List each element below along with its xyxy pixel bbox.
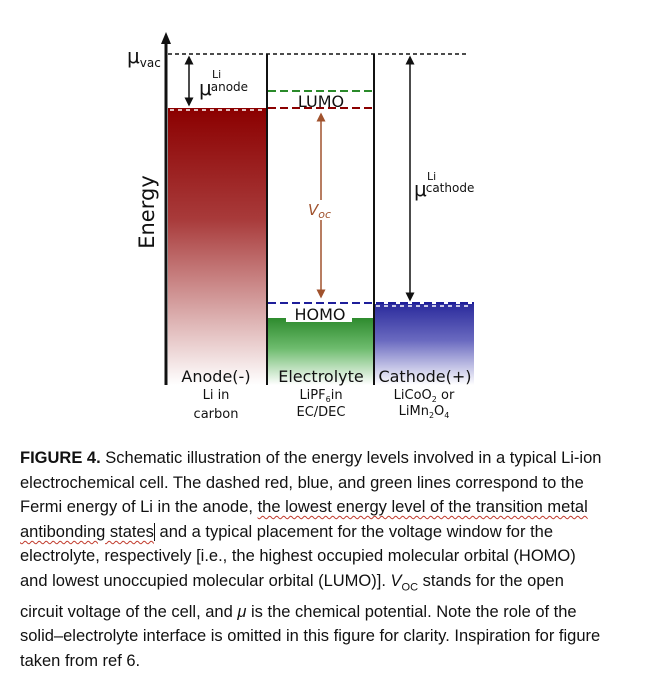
mu-cathode-label: μcathode bbox=[414, 177, 475, 201]
energy-axis-label: Energy bbox=[135, 175, 159, 249]
figure-caption bbox=[20, 446, 605, 674]
caption-text-1: Schematic illustration of the energy levels involved in a typical Li-ion electrochemical cell. The dashed red, blue, and green lines correspond to the Fermi energy of Li in the anode, bbox=[20, 449, 602, 517]
anode-title: Anode(-) bbox=[181, 367, 251, 386]
caption-text-3: stands for the open circuit voltage of the cell, and bbox=[20, 571, 564, 621]
cathode-line2: $LiMn_2O_4$ bbox=[398, 404, 450, 420]
caption-underlined-phrase[interactable]: the lowest energy level of the transition metal antibonding states bbox=[20, 498, 588, 541]
lumo-label: LUMO bbox=[297, 92, 345, 111]
cathode-title: Cathode(+) bbox=[378, 367, 472, 386]
homo-label: HOMO bbox=[294, 305, 346, 324]
mu-vac-label: $\mu_{vac}$ bbox=[127, 44, 161, 70]
anode-line1: Li in bbox=[202, 388, 230, 403]
cathode-line1: LiCoO$_2$ or bbox=[393, 388, 455, 404]
electrolyte-line1: LiPF$_6$in bbox=[299, 388, 343, 404]
caption-text-2: and a typical placement for the voltage window for the electrolyte, respectively [i.e., the highest occupied molecular orbital (HOMO) and lowest unoccupied molecular orbital (LUMO)]. bbox=[20, 522, 576, 590]
electrolyte-line2: EC/DEC bbox=[296, 405, 346, 420]
figure-label: FIGURE 4. bbox=[20, 449, 101, 467]
voc-label: $V_{oc}$ bbox=[308, 201, 332, 221]
anode-block bbox=[168, 108, 267, 385]
caption-mu-symbol: μ bbox=[237, 602, 247, 621]
energy-axis-arrowhead bbox=[161, 32, 171, 44]
mu-anode-sup: Li bbox=[212, 68, 222, 81]
anode-line2: carbon bbox=[193, 407, 239, 422]
caption-voc-sub: OC bbox=[401, 581, 419, 594]
caption-voc-symbol: V bbox=[390, 571, 402, 590]
caption-text-4: is the chemical potential. Note the role of the solid–electrolyte interface is omitted in this figure for clarity. Inspiration for figure taken from ref 6. bbox=[20, 602, 601, 671]
mu-anode-label: μanode bbox=[199, 76, 249, 100]
mu-cathode-sup: Li bbox=[427, 170, 437, 183]
electrolyte-title: Electrolyte bbox=[278, 367, 364, 386]
